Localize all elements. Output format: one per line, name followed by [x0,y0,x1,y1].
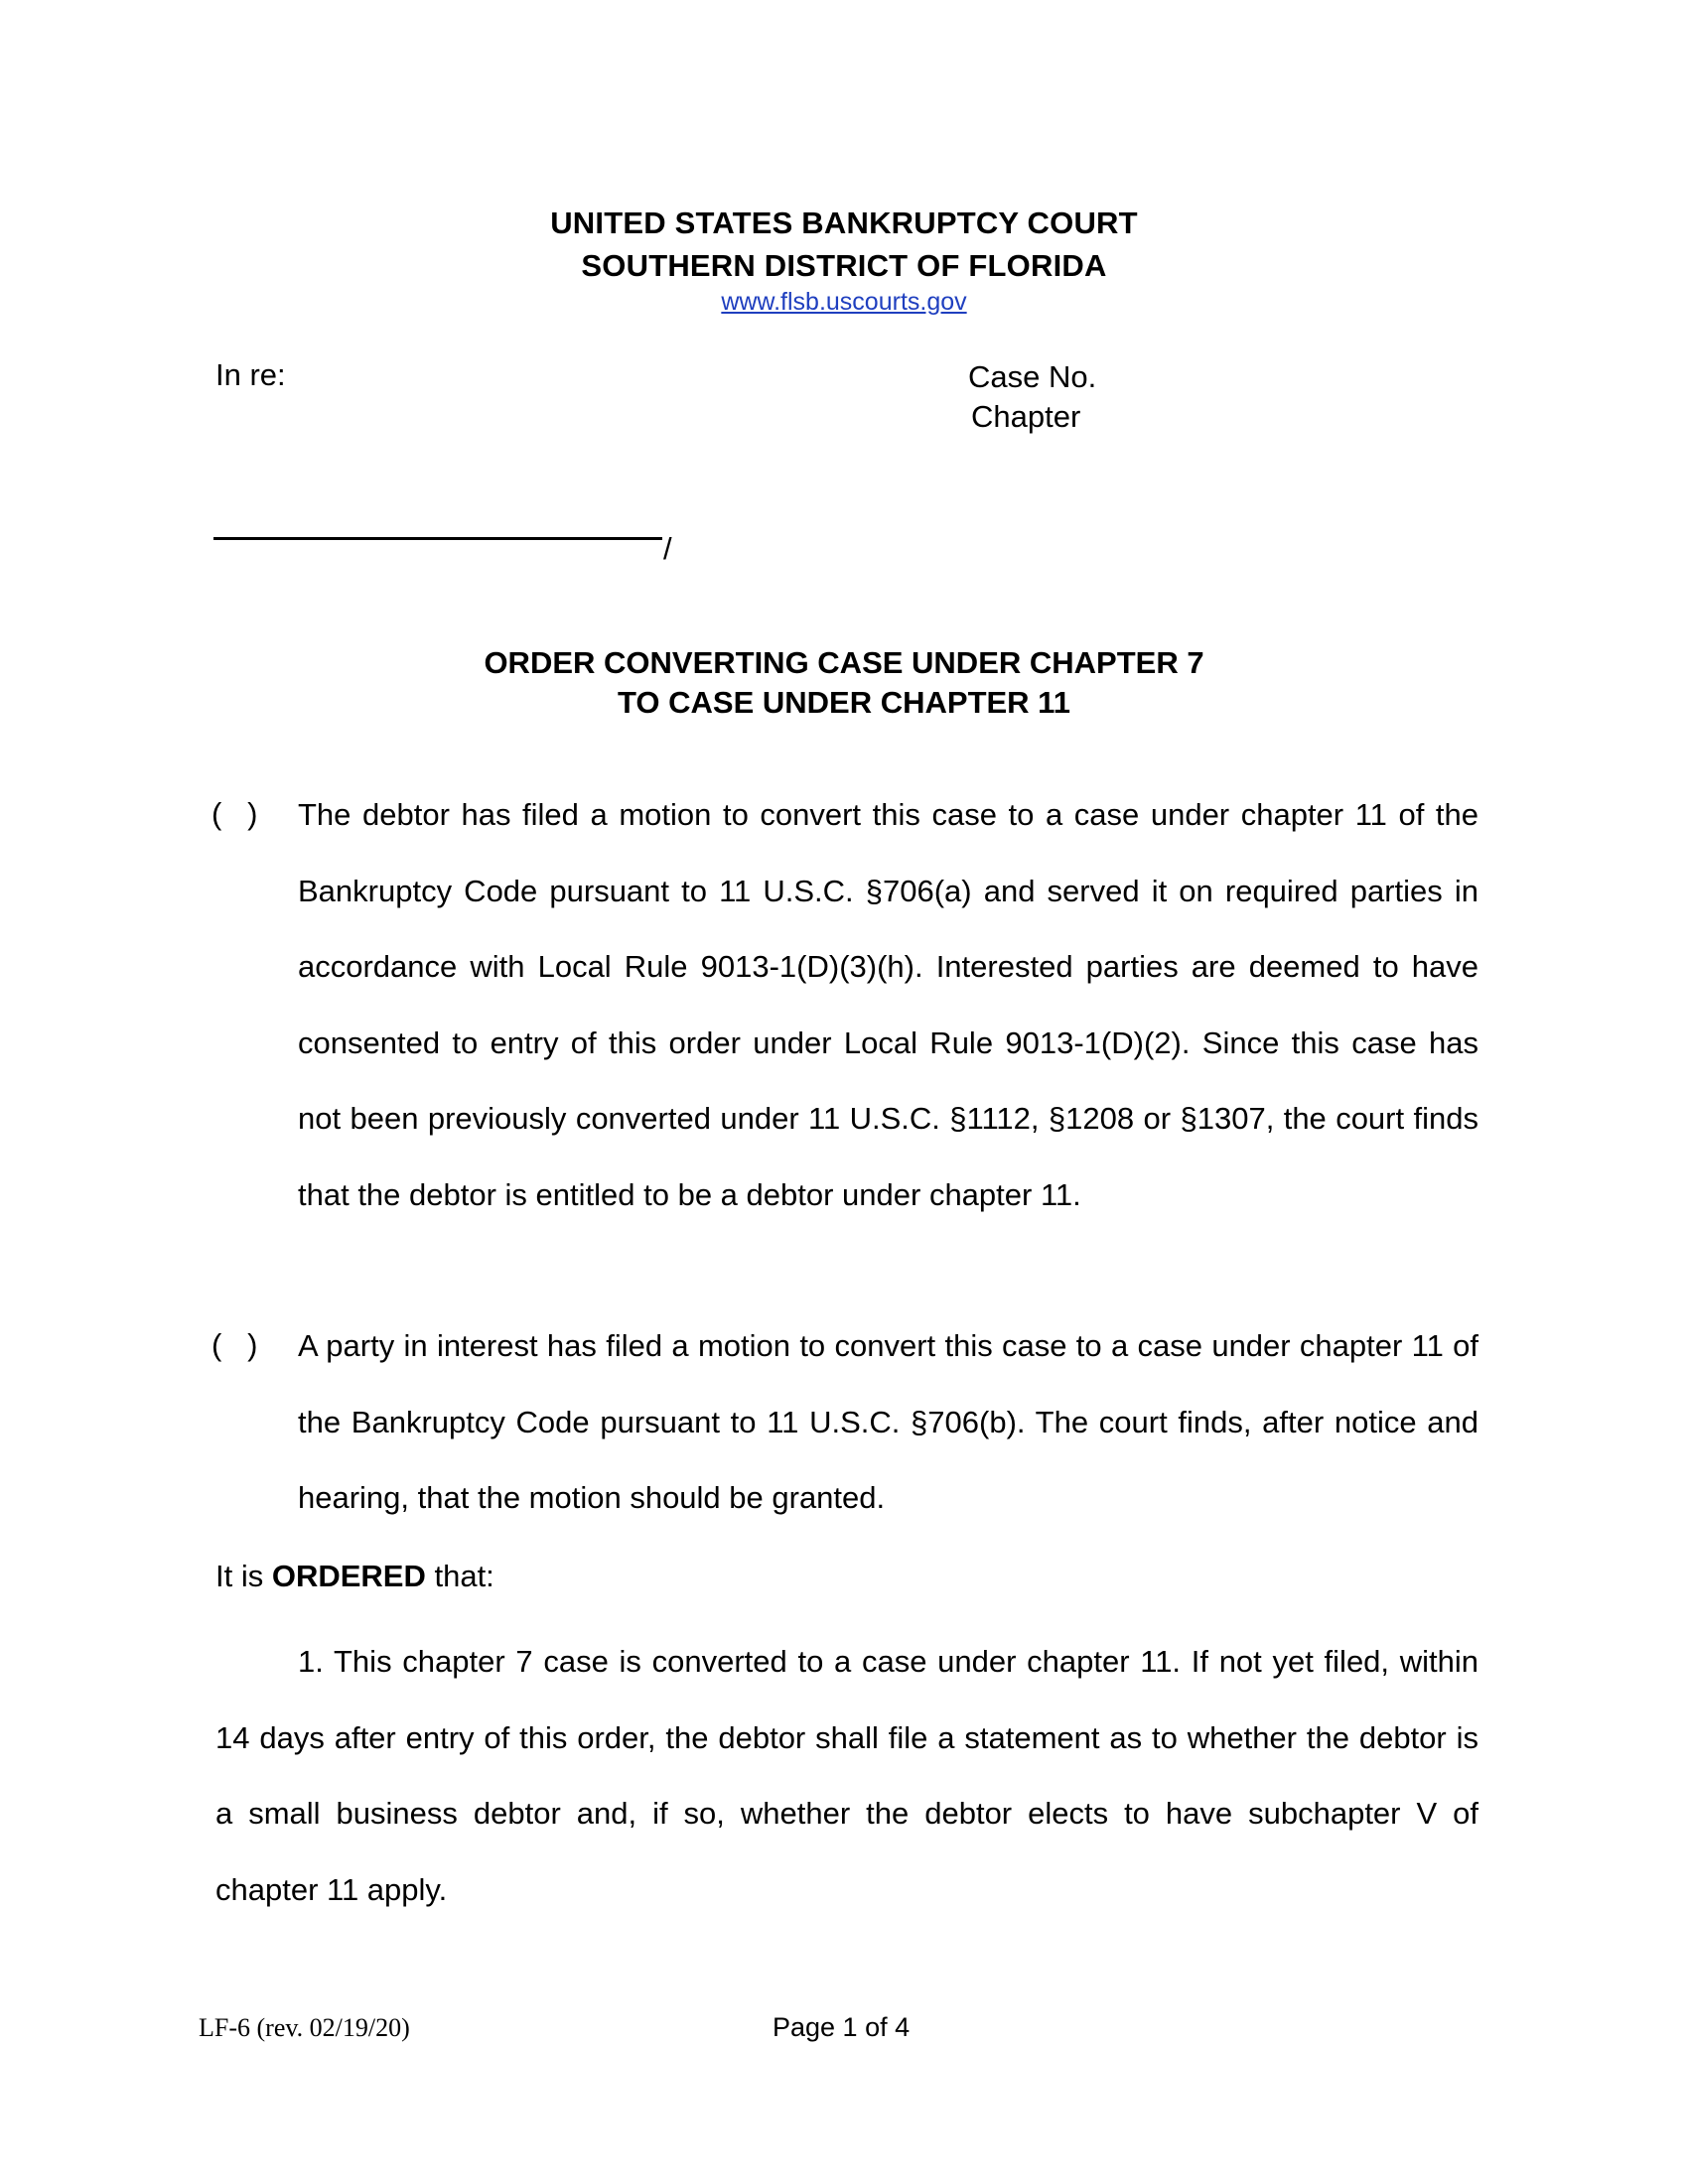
form-id: LF-6 (rev. 02/19/20) [199,2013,410,2042]
ordered-clause [215,1559,494,1594]
order-title-line-1: ORDER CONVERTING CASE UNDER CHAPTER 7 [484,645,1204,680]
debtor-name-line [213,537,662,540]
court-website-link[interactable]: www.flsb.uscourts.gov [721,288,967,316]
ordered-word: ORDERED [271,1559,426,1593]
district-name: SOUTHERN DISTRICT OF FLORIDA [581,248,1107,283]
page-number: Page 1 of 4 [773,2012,911,2042]
in-re-label: In re: [215,357,286,392]
ordered-prefix: It is [215,1559,272,1593]
court-name: UNITED STATES BANKRUPTCY COURT [550,205,1138,240]
court-header [0,202,1688,317]
order-title-line-2: TO CASE UNDER CHAPTER 11 [618,685,1070,720]
finding-2-checkbox[interactable]: ( ) [211,1327,258,1362]
finding-2-text: A party in interest has filed a motion to convert this case to a case under chapter 11 of the Bankruptcy Code pursuant to 11 U.S.C. §706(b). The court finds, after notice and hearing, that the motion should be granted. [298,1328,1478,1515]
caption-slash: / [663,531,672,566]
finding-1-text: The debtor has filed a motion to convert this case to a case under chapter 11 of the Bankruptcy Code pursuant to 11 U.S.C. §706(a) and served it on required parties in accordance with Local Rule 9013-1(D)(3)(h). Interested parties are deemed to have consented to entry of this order under Local Rule 9013-1(D)(2). Since this case has not been previously converted under 11 U.S.C. §1112, §1208 or §1307, the court finds that the debtor is entitled to be a debtor under chapter 11. [298,797,1478,1212]
ordered-suffix: that: [425,1559,494,1593]
finding-1-checkbox[interactable]: ( ) [211,796,258,831]
case-info-block [968,357,1096,437]
order-title [0,643,1688,723]
order-paragraph-1: 1. This chapter 7 case is converted to a case under chapter 11. If not yet filed, within 14 days after entry of this order, the debtor shall file a statement as to whether the debtor is a small business debtor and, if so, whether the debtor elects to have subchapter V of chapter 11 apply. [215,1644,1478,1907]
chapter-label: Chapter [971,399,1081,434]
case-number-label: Case No. [968,359,1097,394]
